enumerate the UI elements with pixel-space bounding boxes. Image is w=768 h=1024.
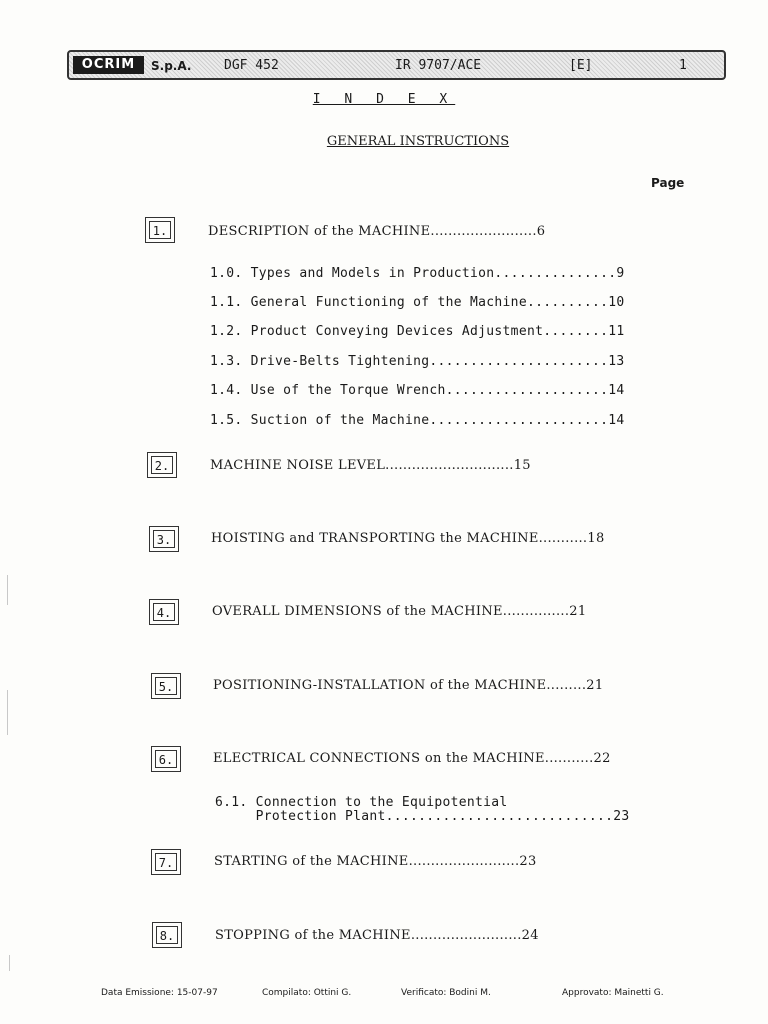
toc-page-number: 21 [569,604,587,619]
section-number: 7. [155,853,177,871]
toc-section [215,928,539,943]
toc-subsection-label: 1.4. Use of the Torque Wrench.................... [210,383,609,398]
toc-section-label: OVERALL DIMENSIONS of the MACHINE............... [212,604,570,619]
section-number: 3. [153,530,175,548]
footer-issue-date: Data Emissione: 15-07-97 [101,988,218,998]
toc-page-number: 13 [608,354,625,369]
section-number-box [151,746,181,772]
toc-subsection [215,809,629,824]
toc-section [214,854,537,869]
toc-subsection [210,354,624,369]
index-title: I N D E X [312,92,456,107]
toc-subsection [210,266,624,281]
toc-section-label: HOISTING and TRANSPORTING the MACHINE........... [211,531,588,546]
toc-page-number: 11 [608,324,625,339]
toc-section-label: STOPPING of the MACHINE......................... [215,928,522,943]
toc-page-number: 10 [608,295,625,310]
scan-mark [7,690,8,735]
section-number: 6. [155,750,177,768]
section-number-box [149,599,179,625]
page-column-label: Page [651,176,685,190]
toc-subsection-label: Protection Plant............................ [215,809,614,824]
company-logo: OCRIM [73,56,144,74]
toc-section-label: ELECTRICAL CONNECTIONS on the MACHINE........... [213,751,594,766]
footer-compiled-by: Compilato: Ottini G. [262,988,352,998]
toc-page-number: 14 [608,413,625,428]
document-header [67,50,726,80]
language-code: [E] [569,58,593,73]
toc-subsection [210,324,624,339]
toc-page-number: 14 [608,383,625,398]
toc-subsection [215,795,508,810]
toc-subsection [210,383,624,398]
section-number-box [152,922,182,948]
toc-page-number: 21 [586,678,604,693]
toc-page-number: 18 [587,531,605,546]
section-number: 4. [153,603,175,621]
toc-page-number: 6 [536,224,546,239]
toc-subsection-label: 1.1. General Functioning of the Machine.......... [210,295,609,310]
doc-code: DGF 452 [224,58,279,73]
section-number: 5. [155,677,177,695]
section-number: 2. [151,456,173,474]
section-number-box [151,673,181,699]
toc-section [213,678,603,693]
header-page-number: 1 [679,58,687,73]
toc-page-number: 9 [616,266,625,281]
toc-page-number: 23 [613,809,630,824]
section-subtitle: GENERAL INSTRUCTIONS [326,134,510,149]
toc-subsection-label: 1.2. Product Conveying Devices Adjustment........ [210,324,609,339]
company-suffix: S.p.A. [151,59,192,73]
toc-page-number: 23 [519,854,537,869]
toc-page-number: 24 [521,928,539,943]
doc-reference: IR 9707/ACE [395,58,482,73]
toc-section [213,751,611,766]
toc-section-label: POSITIONING-INSTALLATION of the MACHINE......... [213,678,587,693]
scan-mark [9,955,10,971]
toc-section [211,531,605,546]
toc-section [210,458,531,473]
section-number-box [149,526,179,552]
section-number-box [151,849,181,875]
toc-subsection-label: 6.1. Connection to the Equipotential [215,795,508,810]
scan-mark [7,575,8,605]
section-number: 8. [156,926,178,944]
toc-section [212,604,586,619]
section-number-box [147,452,177,478]
toc-section-label: MACHINE NOISE LEVEL............................. [210,458,514,473]
footer-verified-by: Verificato: Bodini M. [401,988,491,998]
section-number-box [145,217,175,243]
toc-subsection-label: 1.0. Types and Models in Production............... [210,266,617,281]
toc-page-number: 15 [513,458,531,473]
toc-section-label: STARTING of the MACHINE......................... [214,854,520,869]
toc-section [208,224,545,239]
toc-subsection-label: 1.5. Suction of the Machine...................... [210,413,609,428]
toc-subsection [210,413,624,428]
toc-section-label: DESCRIPTION of the MACHINE........................ [208,224,537,239]
footer-approved-by: Approvato: Mainetti G. [562,988,664,998]
toc-page-number: 22 [593,751,611,766]
toc-subsection [210,295,624,310]
section-number: 1. [149,221,171,239]
toc-subsection-label: 1.3. Drive-Belts Tightening...................... [210,354,609,369]
